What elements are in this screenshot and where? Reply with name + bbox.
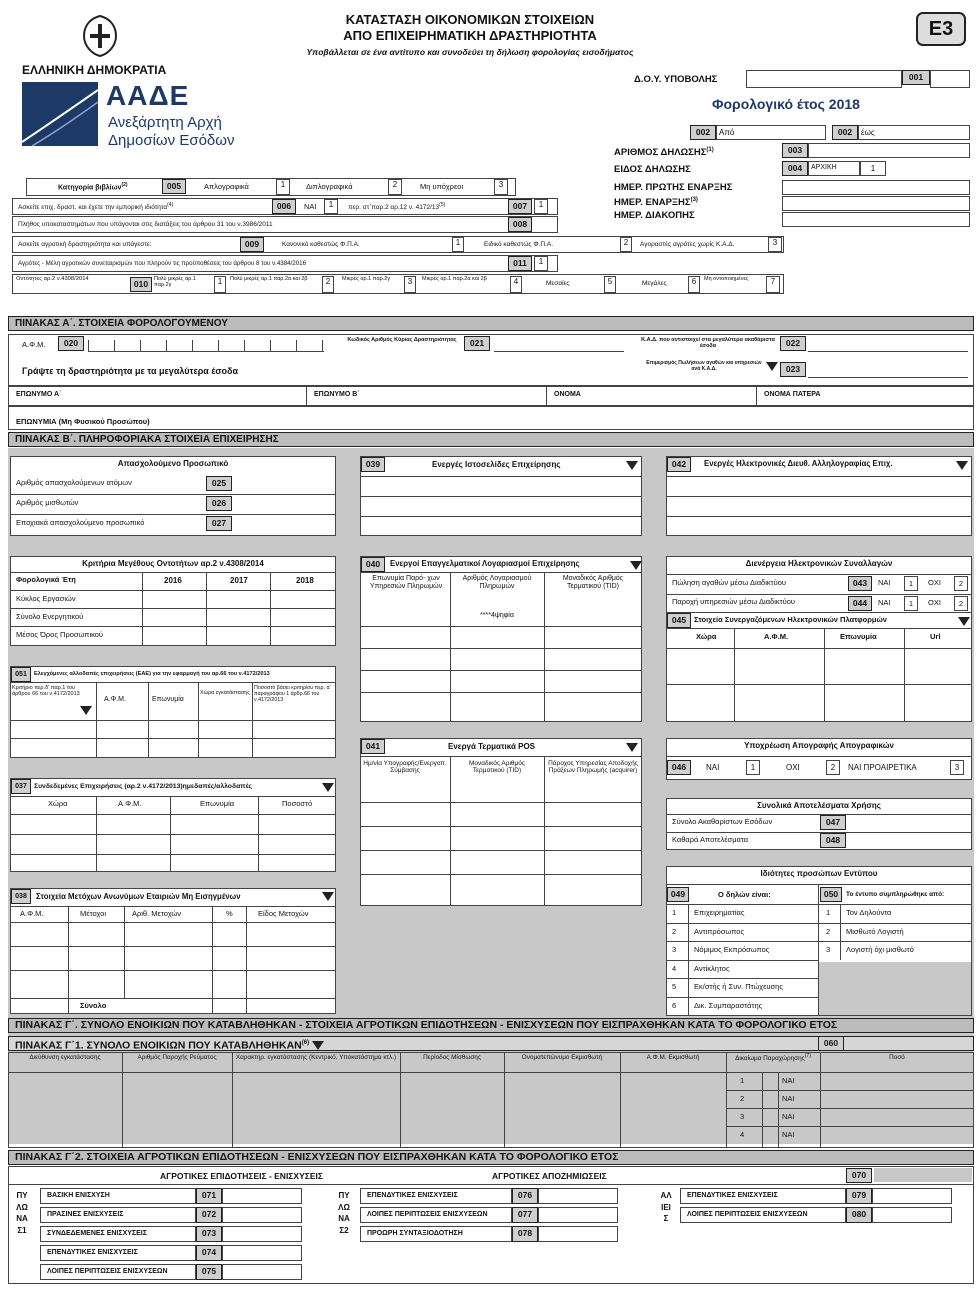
fisheries-label-1: ΕΠΕΝΔΥΤΙΚΕΣ ΕΝΙΣΧΥΣΕΙΣ [680, 1188, 846, 1204]
persons-title: Ιδιότητες προσώπων Εντύπου [760, 869, 878, 878]
ecommerce-title: Διενέργεια Ηλεκτρονικών Συναλλαγών [745, 559, 893, 568]
compensations-title: ΑΓΡΟΤΙΚΕΣ ΑΠΟΖΗΜΙΩΣΕΙΣ [492, 1171, 607, 1181]
filler-divider [818, 941, 972, 942]
role-divider [666, 904, 818, 905]
tax-year: Φορολογικό έτος 2018 [712, 96, 860, 112]
platform-afm-col: Α.Φ.Μ. [764, 632, 789, 641]
not-obliged-check[interactable]: 3 [494, 179, 508, 195]
pillar2-label: ΠΥΛΩΝΑΣ2 [338, 1191, 350, 1235]
cfc-box [10, 666, 336, 758]
size-7-label: Μη οντοποιημένες [704, 276, 749, 282]
pos-tid-col: Μοναδικός Αριθμός Τερματικού (TID) [468, 760, 526, 775]
platform-country-col: Χώρα [696, 632, 717, 641]
sh-afm-col: Α.Φ.Μ. [20, 909, 44, 918]
role-num: 6 [672, 1000, 677, 1010]
role-1[interactable]: Επιχειρηματίας [694, 908, 745, 917]
aade-line1: Ανεξάρτητη Αρχή [108, 114, 222, 131]
role-num: 2 [672, 926, 677, 936]
inv-no-check[interactable]: 2 [826, 760, 840, 775]
related-name-col: Επωνυμία [200, 799, 235, 808]
table-g1-header: ΠΙΝΑΚΑΣ Γ΄1. ΣΥΝΟΛΟ ΕΝΟΙΚΙΩΝ ΠΟΥ ΚΑΤΑΒΛΗΘΗΚΑΝ$^{(6)}$ [8, 1036, 974, 1051]
shareholders-dropdown-icon[interactable] [322, 892, 334, 901]
aade-title: ΑΑΔΕ [106, 80, 190, 111]
role-divider [666, 923, 818, 924]
filler-divider [818, 923, 972, 924]
vat-special-label: Ειδικό καθεστώς Φ.Π.Α. [484, 241, 554, 248]
avg-staff-label: Μέσος Όρος Προσωπικού [16, 630, 104, 639]
year-2016: 2016 [164, 576, 182, 585]
aade-logo-icon [22, 82, 98, 146]
fiscal-years-label: Φορολογικά Έτη [16, 575, 76, 584]
size-6-check[interactable]: 6 [688, 276, 700, 293]
table-g-header: ΠΙΝΑΚΑΣ Γ΄. ΣΥΝΟΛΟ ΕΝΟΙΚΙΩΝ ΠΟΥ ΚΑΤΑΒΛΗΘΗΚΑΝ - ΣΤΟΙΧΕΙΑ ΑΓΡΟΤΙΚΩΝ ΕΠΙΔΟΤΗΣΕΩΝ - ΕΝΙΣΧΥΣΕΩΝ ΠΟΥ ΕΙΣΠΡΑΧΘΗΚΑΝ ΚΑΤΑ ΤΟ ΦΟΡΟΛΟΓΙΚΟ ΕΤΟΣ [8, 1018, 974, 1033]
not-obliged-label: Μη υπόχρεοι [420, 182, 464, 191]
doy-field-2[interactable] [930, 70, 970, 88]
g1-dropdown-icon[interactable] [312, 1041, 324, 1050]
to-label: έως [861, 128, 875, 137]
code-080: 080 [846, 1207, 872, 1223]
code-072: 072 [196, 1207, 222, 1223]
fisheries-label: ΑΛΙΕΙΣ [660, 1191, 672, 1223]
sell-services-label: Παροχή υπηρεσιών μέσω Διαδικτύου [672, 597, 795, 606]
filler-num: 1 [826, 908, 831, 917]
filler-divider [818, 904, 972, 905]
vat-normal-check[interactable]: 1 [452, 237, 464, 252]
platform-name-col: Επωνυμία [840, 632, 877, 641]
rent-col-divider [620, 1052, 621, 1148]
role-6[interactable]: Δικ. Συμπαραστάτης [694, 1000, 763, 1010]
rent-col-divider [400, 1052, 401, 1148]
size-4-label: Μικρές αρ.1 παρ.2α και 2β [422, 276, 487, 282]
names-row [8, 386, 974, 406]
goods-no-check[interactable]: 2 [954, 576, 968, 591]
size-6-label: Μεγάλες [642, 280, 667, 287]
sh-holder-col: Μέτοχοι [80, 909, 106, 918]
rent-col-divider [820, 1052, 821, 1148]
agg-label: Επιμερισμός Πωλήσεων αγαθών και υπηρεσιών ανά Κ.Α.Δ. [646, 360, 762, 372]
subsidies-title: ΑΓΡΟΤΙΚΕΣ ΕΠΙΔΟΤΗΣΕΙΣ - ΕΝΙΣΧΥΣΕΙΣ [160, 1171, 323, 1181]
table-g2-header: ΠΙΝΑΚΑΣ Γ΄2. ΣΤΟΙΧΕΙΑ ΑΓΡΟΤΙΚΩΝ ΕΠΙΔΟΤΗΣΕΩΝ - ΕΝΙΣΧΥΣΕΩΝ ΠΟΥ ΕΙΣΠΡΑΧΘΗΚΑΝ ΚΑΤΑ ΤΟ ΦΟΡΟΛΟΓΙΚΟ ΕΤΟΣ [8, 1150, 974, 1165]
services-no-check[interactable]: 2 [954, 596, 968, 611]
entities-label: Οντότητες αρ.2 ν.4308/2014 [16, 276, 89, 282]
goods-yes-check[interactable]: 1 [904, 576, 918, 591]
cfc-crit-col: Κριτήριο περ.δ' παρ.1 του άρθρου 66 του ν.4172/2013 [12, 685, 80, 698]
cfc-afm-col: Α.Φ.Μ. [104, 696, 126, 703]
rent-col-divider [232, 1052, 233, 1148]
inv-no-label: ΟΧΙ [786, 763, 800, 772]
rent-col-divider [726, 1052, 727, 1148]
platforms-title: Στοιχεία Συνεργαζόμενων Ηλεκτρονικών Πλατφορμών [694, 615, 887, 624]
single-entry-check[interactable]: 1 [276, 179, 290, 195]
code-005: 005 [162, 179, 186, 194]
cfc-title: Ελεγχόμενες αλλοδαπές επιχειρήσεις (ΕΑΕ) για την εφαρμογή του αρ.66 του ν.4172/2013 [34, 671, 270, 677]
platforms-dropdown-icon[interactable] [958, 617, 970, 626]
surname1-label: ΕΠΩΝΥΜΟ Α΄ [16, 391, 62, 398]
role-num: 1 [672, 908, 677, 917]
emails-dropdown-icon[interactable] [956, 461, 968, 470]
rent-row-num: 4 [740, 1130, 745, 1139]
rent-divider-a [762, 1072, 763, 1148]
size-4-check[interactable]: 4 [510, 276, 522, 293]
sh-total-label: Σύνολο [80, 1001, 107, 1010]
pillar2-label-2: ΛΟΙΠΕΣ ΠΕΡΙΠΤΩΣΕΙΣ ΕΝΙΣΧΥΣΕΩΝ [360, 1207, 512, 1223]
role-divider [666, 978, 818, 979]
legal-name-row [8, 406, 974, 430]
par-check[interactable]: 1 [534, 199, 548, 214]
code-050: 050 [820, 887, 842, 902]
code-048: 048 [820, 833, 846, 848]
cfc-pct-col: Ποσοστό βάσει κριτηρίου περ. α' παραγράφου 1 άρθρ.66 του ν.4172/2013 [254, 685, 331, 704]
filler-3[interactable]: Λογιστή όχι μισθωτό [846, 945, 914, 954]
pillar2-label-3: ΠΡΟΩΡΗ ΣΥΝΤΑΞΙΟΔΟΤΗΣΗ [360, 1226, 512, 1242]
fisheries-label-2: ΛΟΙΠΕΣ ΠΕΡΙΠΤΩΣΕΙΣ ΕΝΙΣΧΥΣΕΩΝ [680, 1207, 846, 1223]
legal-name-label: ΕΠΩΝΥΜΙΑ (Μη Φυσικού Προσώπου) [16, 417, 150, 426]
vat-special-check[interactable]: 2 [620, 237, 632, 252]
dropdown-arrow-icon[interactable] [766, 362, 778, 371]
code-070-field [874, 1168, 972, 1182]
code-044: 044 [848, 596, 872, 611]
goods-yes-label: ΝΑΙ [878, 578, 891, 587]
pillar1-label-4: ΕΠΕΝΔΥΤΙΚΕΣ ΕΝΙΣΧΥΣΕΙΣ [40, 1245, 196, 1261]
doy-label: Δ.Ο.Υ. ΥΠΟΒΟΛΗΣ [634, 74, 718, 85]
pos-acquirer-col: Πάροχος Υπηρεσίας Αποδοχής Πράξεων Πληρωμής (acquirer) [548, 760, 638, 775]
rent-col-6: Α.Φ.Μ. Εκμισθωτή [646, 1054, 700, 1061]
role-num: 4 [672, 963, 677, 973]
stop-field[interactable] [782, 212, 970, 227]
code-001: 001 [902, 70, 930, 85]
pillar1-field-5[interactable] [222, 1264, 302, 1280]
name-label: ΟΝΟΜΑ [554, 391, 581, 398]
code-041: 041 [361, 739, 385, 754]
code-027: 027 [206, 516, 232, 531]
trade-yes-label: ΝΑΙ [304, 202, 317, 211]
code-037: 037 [11, 779, 31, 794]
surname2-label: ΕΠΩΝΥΜΟ Β΄ [314, 391, 360, 398]
seasonal-label: Εποχιακά απασχολούμενο προσωπικό [16, 518, 145, 527]
rent-row-num: 1 [740, 1076, 745, 1085]
size-1-check[interactable]: 1 [214, 276, 226, 293]
related-country-col: Χώρα [48, 799, 68, 808]
size-3-check[interactable]: 3 [404, 276, 416, 293]
doy-field[interactable] [746, 70, 902, 88]
rent-col-divider [504, 1052, 505, 1148]
code-046: 046 [667, 760, 691, 775]
form-title-1: ΚΑΤΑΣΤΑΣΗ ΟΙΚΟΝΟΜΙΚΩΝ ΣΤΟΙΧΕΙΩΝ [345, 12, 595, 27]
related-dropdown-icon[interactable] [322, 783, 334, 792]
results-title: Συνολικά Αποτελέσματα Χρήσης [757, 801, 881, 810]
related-pct-col: Ποσοστό [282, 799, 313, 808]
agg-field[interactable] [808, 366, 968, 378]
code-002-to: 002 [832, 125, 858, 140]
tid-col: Μοναδικός Αριθμός Τερματικού (TID) [562, 575, 624, 591]
branches-label: Πλήθος υποκαταστημάτων που υπάγονται στις διατάξεις του άρθρου 31 του ν.3986/2011 [18, 221, 273, 228]
filler-1[interactable]: Τον Δηλούντα [846, 908, 892, 917]
code-025: 025 [206, 476, 232, 491]
pillar2-label-1: ΕΠΕΝΔΥΤΙΚΕΣ ΕΝΙΣΧΥΣΕΙΣ [360, 1188, 512, 1204]
size-2-check[interactable]: 2 [322, 276, 334, 293]
related-afm-col: Α.Φ.Μ. [118, 799, 142, 808]
rent-col-3: Χαρακτηρ. εγκατάστασης (Κεντρικό, Υποκατάστημα κτλ.) [235, 1054, 397, 1061]
pillar2-field-2[interactable] [538, 1207, 618, 1223]
cfc-seat-col: Χώρα εγκατάστασης [200, 690, 250, 696]
services-no-label: ΟΧΙ [928, 598, 941, 607]
code-075: 075 [196, 1264, 222, 1280]
farmers-label: Αγρότες - Μέλη αγροτικών συνεταιρισμών που πληρούν τις προϋποθέσεις του άρθρου 8 του ν.4384/2016 [18, 260, 307, 267]
size-criteria-title: Κριτήρια Μεγέθους Οντοτήτων αρ.2 ν.4308/2014 [82, 559, 264, 568]
code-004: 004 [782, 161, 808, 176]
pos-title: Ενεργά Τερματικά POS [448, 742, 535, 751]
write-activity-label: Γράψτε τη δραστηριότητα με τα μεγαλύτερα έσοδα [22, 366, 239, 376]
inv-yes-check[interactable]: 1 [746, 760, 760, 775]
decl-type-initial-num: 1 [860, 161, 886, 176]
websites-dropdown-icon[interactable] [626, 461, 638, 470]
cfc-name-col: Επωνυμία [152, 696, 184, 703]
filler-num: 2 [826, 926, 831, 936]
code-079: 079 [846, 1188, 872, 1204]
farmers-check[interactable]: 1 [534, 256, 548, 271]
greek-emblem [80, 14, 120, 58]
salaried-label: Αριθμός μισθωτών [16, 498, 79, 507]
role-3[interactable]: Νόμιμος Εκπρόσωπος [694, 945, 770, 954]
kad-max-field[interactable] [808, 340, 968, 352]
afm-label: Α.Φ.Μ. [22, 340, 46, 349]
printed-by-title: Το έντυπο συμπληρώθηκε από: [846, 891, 945, 898]
code-073: 073 [196, 1226, 222, 1242]
pillar1-label-2: ΠΡΑΣΙΝΕΣ ΕΝΙΣΧΥΣΕΙΣ [40, 1207, 196, 1223]
gross-label: Σύνολο Ακαθαρίστων Εσόδων [672, 817, 773, 826]
size-3-label: Μικρές αρ.1 παρ.2γ [342, 276, 391, 282]
inv-optional-label: ΝΑΙ ΠΡΟΑΙΡΕΤΙΚΑ [848, 763, 917, 772]
rent-col-4: Περίοδος Μίσθωσης [423, 1054, 481, 1061]
table-a-header: ΠΙΝΑΚΑΣ Α΄. ΣΤΟΙΧΕΙΑ ΦΟΡΟΛΟΓΟΥΜΕΝΟΥ [8, 316, 974, 331]
inv-optional-check[interactable]: 3 [950, 760, 964, 775]
cfc-dropdown-icon[interactable] [80, 706, 92, 715]
code-026: 026 [206, 496, 232, 511]
code-077: 077 [512, 1207, 538, 1223]
pillar1-label: ΠΥΛΩΝΑΣ1 [16, 1191, 28, 1235]
code-008: 008 [508, 217, 532, 232]
vat-normal-label: Κανονικό καθεστώς Φ.Π.Α. [282, 241, 360, 248]
code-078: 078 [512, 1226, 538, 1242]
decl-type-label: ΕΙΔΟΣ ΔΗΛΩΣΗΣ [614, 164, 691, 175]
code-074: 074 [196, 1245, 222, 1261]
pillar2-field-3[interactable] [538, 1226, 618, 1242]
code-060: 060 [818, 1036, 844, 1051]
form-title-2: ΑΠΟ ΕΠΙΧΕΙΡΗΜΑΤΙΚΗ ΔΡΑΣΤΗΡΙΟΤΗΤΑ [343, 28, 597, 43]
fisheries-field-2[interactable] [872, 1207, 952, 1223]
staff-title: Απασχολούμενο Προσωπικό [117, 459, 229, 468]
sell-goods-label: Πώληση αγαθών μέσω Διαδικτύου [672, 578, 786, 587]
rent-row-divider [726, 1126, 974, 1127]
code-049: 049 [667, 887, 689, 902]
role-num: 3 [672, 945, 677, 954]
role-4[interactable]: Αντίκλητος [694, 963, 730, 973]
code-042: 042 [667, 457, 691, 472]
websites-title: Ενεργές Ιστοσελίδες Επιχείρησης [432, 460, 561, 469]
form-code-badge: Ε3 [916, 12, 966, 46]
emails-title: Ενεργές Ηλεκτρονικές Διευθ. Αλληλογραφίας Επιχ. [704, 459, 893, 468]
code-003: 003 [782, 143, 808, 158]
code-076: 076 [512, 1188, 538, 1204]
role-divider [666, 997, 818, 998]
size-5-label: Μεσαίες [546, 280, 570, 287]
filler-2[interactable]: Μισθωτό Λογιστή [846, 926, 904, 936]
sh-pct-col: % [226, 909, 233, 918]
double-entry-check[interactable]: 2 [388, 179, 402, 195]
start-label: ΗΜΕΡ. ΕΝΑΡΞΗΣ$^{(3)}$ [614, 197, 698, 209]
noinput-label: Αγοραστές αγρότες χωρίς Κ.Α.Δ. [640, 241, 735, 248]
role-2[interactable]: Αντιπρόσωπος [694, 926, 745, 936]
trade-yes-check[interactable]: 1 [324, 199, 338, 214]
code-045: 045 [667, 613, 691, 628]
code-011: 011 [508, 256, 532, 271]
code-023: 023 [780, 362, 806, 377]
aade-line2: Δημοσίων Εσόδων [108, 132, 235, 149]
books-label: Κατηγορία βιβλίων$^{(2)}$ [58, 182, 128, 192]
code-071: 071 [196, 1188, 222, 1204]
code-022: 022 [780, 336, 806, 351]
acc-no-col: Αριθμός Λογαριασμού Πληρωμών [462, 575, 532, 591]
republic-label: ΕΛΛΗΝΙΚΗ ΔΗΜΟΚΡΑΤΙΑ [22, 63, 167, 77]
pillar1-field-4[interactable] [222, 1245, 302, 1261]
trade-label: Ασκείτε επιχ. δραστ. και έχετε την εμπορική ιδιότητα$^{(4)}$ [18, 202, 174, 212]
year-2017: 2017 [230, 576, 248, 585]
pos-dropdown-icon[interactable] [626, 743, 638, 752]
first-start-field[interactable] [782, 180, 970, 195]
pay-accounts-dropdown-icon[interactable] [630, 561, 642, 570]
pillar1-label-5: ΛΟΙΠΕΣ ΠΕΡΙΠΤΩΣΕΙΣ ΕΝΙΣΧΥΣΕΩΝ [40, 1264, 196, 1280]
psp-col: Επωνυμία Παρό- χων Υπηρεσιών Πληρωμών [369, 575, 443, 591]
size-1-label: Πολύ μικρές αρ.1 παρ.2γ [154, 276, 196, 289]
platform-url-col: Url [930, 632, 941, 641]
single-entry-label: Απλογραφικά [204, 182, 249, 191]
rent-col-1: Διεύθυνση εγκατάστασης [29, 1054, 101, 1061]
code-051: 051 [11, 667, 31, 682]
rent-row-yes[interactable]: ΝΑΙ [782, 1112, 795, 1121]
code-007: 007 [508, 199, 532, 214]
rent-col-5: Ονοματεπώνυμο Εκμισθωτή [521, 1054, 603, 1061]
pillar1-label-1: ΒΑΣΙΚΗ ΕΝΙΣΧΥΣΗ [40, 1188, 196, 1204]
stop-label: ΗΜΕΡ. ΔΙΑΚΟΠΗΣ [614, 210, 695, 221]
code-070: 070 [846, 1168, 872, 1183]
code-010: 010 [130, 277, 152, 292]
code-047: 047 [820, 815, 846, 830]
rent-row-yes[interactable]: ΝΑΙ [782, 1076, 795, 1085]
shareholders-title: Στοιχεία Μετόχων Ανωνύμων Εταιριών Μη Εισηγμένων [36, 892, 241, 901]
code-009: 009 [240, 237, 264, 252]
code-021: 021 [464, 336, 490, 351]
pillar1-field-1[interactable] [222, 1188, 302, 1204]
size-5-check[interactable]: 5 [604, 276, 616, 293]
date-to-field[interactable] [858, 125, 970, 140]
par-label: περ. στ΄παρ.2 αρ.12 ν. 4172/13$^{(5)}$ [348, 202, 446, 212]
date-from-field[interactable] [716, 125, 826, 140]
rent-col-2: Αριθμός Παροχής Ρεύματος [137, 1054, 217, 1061]
rent-table [8, 1052, 974, 1148]
role-divider [666, 960, 818, 961]
assets-label: Σύνολο Ενεργητικού [16, 612, 84, 621]
pillar1-label-3: ΣΥΝΔΕΔΕΜΕΝΕΣ ΕΝΙΣΧΥΣΕΙΣ [40, 1226, 196, 1242]
pillar2-field-1[interactable] [538, 1188, 618, 1204]
fisheries-field-1[interactable] [872, 1188, 952, 1204]
size-7-check[interactable]: 7 [766, 276, 780, 293]
sh-shares-col: Αριθ. Μετοχών [132, 909, 182, 918]
form-subtitle: Υποβάλλεται σε ένα αντίτυπο και συνοδεύει τη δήλωση φορολογίας εισοδήματος [306, 47, 634, 57]
rent-row-yes[interactable]: ΝΑΙ [782, 1130, 795, 1139]
size-2-label: Πολύ μικρές αρ.1 παρ.2α και 2β [230, 276, 308, 282]
related-box [10, 778, 336, 872]
related-title: Συνδεδεμένες Επιχειρήσεις (αρ.2 ν.4172/2013)ημεδαπές/αλλοδαπές [34, 783, 253, 790]
role-5[interactable]: Εκ/στής ή Συν. Πτώχευσης [694, 982, 783, 991]
inv-yes-label: ΝΑΙ [706, 763, 720, 772]
code-020: 020 [58, 336, 84, 351]
rent-col-divider [122, 1052, 123, 1148]
role-divider [666, 941, 818, 942]
services-yes-label: ΝΑΙ [878, 598, 891, 607]
role-num: 5 [672, 982, 677, 991]
agri-label: Ασκείτε αγροτική δραστηριότητα και υπάγεστε: [18, 241, 152, 248]
filler-num: 3 [826, 945, 831, 954]
turnover-label: Κύκλος Εργασιών [16, 594, 76, 603]
afm-field[interactable] [88, 340, 324, 352]
rent-row-divider [726, 1090, 974, 1091]
pay-accounts-title: Ενεργοί Επαγγελματικοί Λογαριασμοί Επιχείρησης [390, 559, 580, 568]
pos-date-col: Ημ/νία Υπογραφής/Ενεργοπ. Σύμβασης [363, 760, 447, 775]
noinput-check[interactable]: 3 [768, 237, 782, 252]
pillar1-field-3[interactable] [222, 1226, 302, 1242]
rent-row-divider [726, 1108, 974, 1109]
year-2018: 2018 [296, 576, 314, 585]
declarant-title: Ο δηλών είναι: [718, 890, 771, 899]
start-field[interactable] [782, 196, 970, 211]
decl-no-field[interactable] [808, 143, 970, 158]
code-040: 040 [361, 557, 385, 572]
table-b-header: ΠΙΝΑΚΑΣ Β΄. ΠΛΗΡΟΦΟΡΙΑΚΑ ΣΤΟΙΧΕΙΑ ΕΠΙΧΕΙΡΗΣΗΣ [8, 432, 974, 447]
kad-main-label: Κωδικός Αριθμός Κύριας Δραστηριότητας [347, 337, 457, 343]
services-yes-check[interactable]: 1 [904, 596, 918, 611]
code-043: 043 [848, 576, 872, 591]
first-start-label: ΗΜΕΡ. ΠΡΩΤΗΣ ΕΝΑΡΞΗΣ [614, 182, 733, 193]
rent-row-yes[interactable]: ΝΑΙ [782, 1094, 795, 1103]
net-label: Καθαρά Αποτελέσματα [672, 835, 749, 844]
decl-type-initial[interactable]: ΑΡΧΙΚΗ [808, 161, 860, 176]
rent-row-num: 3 [740, 1112, 745, 1121]
code-002-from: 002 [690, 125, 716, 140]
code-039: 039 [361, 457, 385, 472]
filler-shade [819, 962, 971, 1015]
pillar1-field-2[interactable] [222, 1207, 302, 1223]
rent-row-num: 2 [740, 1094, 745, 1103]
from-label: Από [719, 128, 735, 137]
father-label: ΟΝΟΜΑ ΠΑΤΕΡΑ [764, 391, 821, 398]
kad-main-field[interactable] [494, 340, 624, 352]
sh-type-col: Είδος Μετοχών [258, 909, 309, 918]
rent-col-7: Δικαίωμα Παραχώρησης$^{(7)}$ [735, 1053, 811, 1063]
code-038: 038 [11, 889, 31, 904]
staff-count-label: Αριθμός απασχολούμενων ατόμων [16, 478, 132, 487]
code-006: 006 [272, 199, 296, 214]
decl-no-label: ΑΡΙΘΜΟΣ ΔΗΛΩΣΗΣ$^{(1)}$ [614, 147, 714, 159]
rent-col-8: Ποσό [889, 1054, 905, 1061]
double-entry-label: Διπλογραφικά [306, 182, 353, 191]
rent-divider-b [778, 1072, 779, 1148]
inventory-title: Υποχρέωση Απογραφής Απογραφικών [744, 741, 894, 750]
goods-no-label: ΟΧΙ [928, 578, 941, 587]
digits-note: ****4ψηφία [480, 612, 514, 619]
kad-max-label: Κ.Α.Δ. που αντιστοιχεί στα μεγαλύτερα ακαθάριστα έσοδα [641, 337, 775, 350]
